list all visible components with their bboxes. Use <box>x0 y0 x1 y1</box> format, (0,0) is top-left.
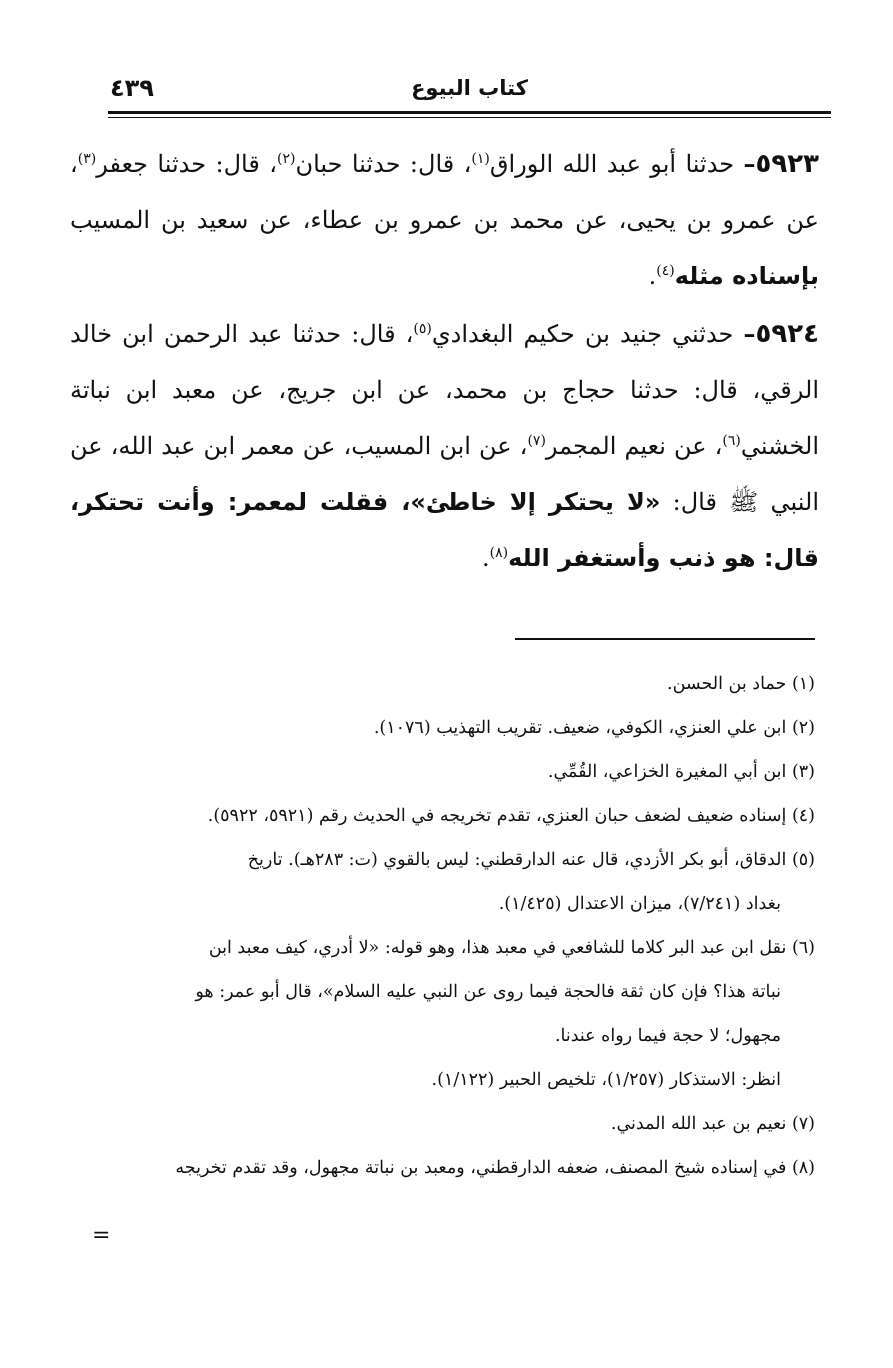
footnote-ref[interactable]: (٦) <box>722 433 741 449</box>
hadith-text: . <box>648 262 657 290</box>
hadith-text: ، عن ابن المسيب، عن معمر ابن عبد الله، عن النبي ﷺ قال: <box>70 432 819 516</box>
hadith-text: ، قال: حدثنا جعفر <box>96 150 277 178</box>
footnote-3 <box>92 750 815 794</box>
footnote-1 <box>92 662 815 706</box>
footnote-number: (١) <box>791 674 815 694</box>
running-title: كتاب البيوع <box>411 76 528 100</box>
hadith-text: . <box>482 544 490 572</box>
header-rule-thin <box>108 117 831 118</box>
footnote-6 <box>92 926 815 1058</box>
hadith-dash: – <box>743 319 756 348</box>
footnote-number: (٧) <box>791 1114 815 1134</box>
hadith-5923 <box>70 136 819 304</box>
hadith-text: حدثنا أبو عبد الله الوراق <box>489 150 744 178</box>
footnote-number: (٨) <box>791 1158 815 1178</box>
footnote-6-see-also <box>92 1058 815 1102</box>
hadith-text: ، عن نعيم المجمر <box>545 432 723 460</box>
main-text <box>70 136 819 586</box>
footnote-continuation: مجهول؛ لا حجة فيما رواه عندنا. <box>554 1026 781 1046</box>
hadith-5924 <box>70 306 819 586</box>
footnote-text: الدقاق، أبو بكر الأزدي، قال عنه الدارقطني: ليس بالقوي (ت: ٢٨٣هـ). تاريخ <box>247 850 792 870</box>
footnotes <box>92 662 815 1190</box>
footnote-number: (٦) <box>791 938 815 958</box>
footnote-text: نقل ابن عبد البر كلاما للشافعي في معبد هذا، وهو قوله: «لا أدري، كيف معبد ابن <box>208 938 792 958</box>
footnote-number: (٥) <box>791 850 815 870</box>
footnote-number: (٤) <box>791 806 815 826</box>
hadith-bold-text: «لا يحتكر إلا خاطئ»، فقلت لمعمر: وأنت تحتكر، قال: هو ذنب وأستغفر الله <box>70 488 819 572</box>
hadith-number: ٥٩٢٤ <box>755 319 819 349</box>
footnote-text: إسناده ضعيف لضعف حبان العنزي، تقدم تخريجه في الحديث رقم (٥٩٢١، ٥٩٢٢). <box>207 806 792 826</box>
footnote-text: في إسناده شيخ المصنف، ضعفه الدارقطني، ومعبد بن نباتة مجهول، وقد تقدم تخريجه <box>175 1158 792 1178</box>
footnote-continuation: نباتة هذا؟ فإن كان ثقة فالحجة فيما روى عن النبي عليه السلام»، قال أبو عمر: هو <box>195 982 781 1002</box>
footnote-continuation: بغداد (٧/٢٤١)، ميزان الاعتدال (١/٤٢٥). <box>498 894 781 914</box>
footnote-ref[interactable]: (٨) <box>489 545 509 561</box>
footnote-ref[interactable]: (٥) <box>413 321 432 337</box>
hadith-text: ، عن عمرو بن يحيى، عن محمد بن عمرو بن عطاء، عن سعيد بن المسيب <box>70 150 820 234</box>
footnote-text: ابن أبي المغيرة الخزاعي، القُمِّي. <box>547 762 792 782</box>
header-rule-thick <box>108 111 831 114</box>
footnote-ref[interactable]: (٧) <box>527 433 546 449</box>
footnote-text: انظر: الاستذكار (١/٢٥٧)، تلخيص الحبير (١/١٢٢). <box>431 1070 781 1090</box>
footnote-ref[interactable]: (١) <box>471 151 490 167</box>
footnote-8 <box>92 1146 815 1190</box>
footnote-text: ابن علي العنزي، الكوفي، ضعيف. تقريب التهذيب (١٠٧٦). <box>373 718 792 738</box>
hadith-text: ، قال: حدثنا عبد الرحمن ابن خالد الرقي، قال: حدثنا حجاج بن محمد، عن ابن جريج، عن معبد ابن نباتة الخشني <box>70 320 819 460</box>
hadith-text: حدثني جنيد بن حكيم البغدادي <box>431 320 744 348</box>
footnote-7 <box>92 1102 815 1146</box>
footnote-number: (٢) <box>791 718 815 738</box>
footnote-2 <box>92 706 815 750</box>
hadith-dash: – <box>743 149 756 178</box>
footnote-ref[interactable]: (٢) <box>276 151 296 167</box>
footnote-text: نعيم بن عبد الله المدني. <box>610 1114 792 1134</box>
page-number: ٤٣٩ <box>110 74 154 102</box>
footnote-4 <box>92 794 815 838</box>
hadith-bold-text: بإسناده مثله <box>674 262 819 290</box>
page-header <box>108 70 831 108</box>
footnote-5 <box>92 838 815 926</box>
footnote-text: حماد بن الحسن. <box>667 674 792 694</box>
hadith-text: ، قال: حدثنا حبان <box>295 150 472 178</box>
footnote-separator <box>515 638 815 640</box>
footnote-ref[interactable]: (٣) <box>77 151 97 167</box>
hadith-number: ٥٩٢٣ <box>755 149 820 179</box>
footnote-ref[interactable]: (٤) <box>656 263 675 279</box>
continuation-mark: = <box>92 1223 111 1248</box>
footnote-number: (٣) <box>791 762 815 782</box>
